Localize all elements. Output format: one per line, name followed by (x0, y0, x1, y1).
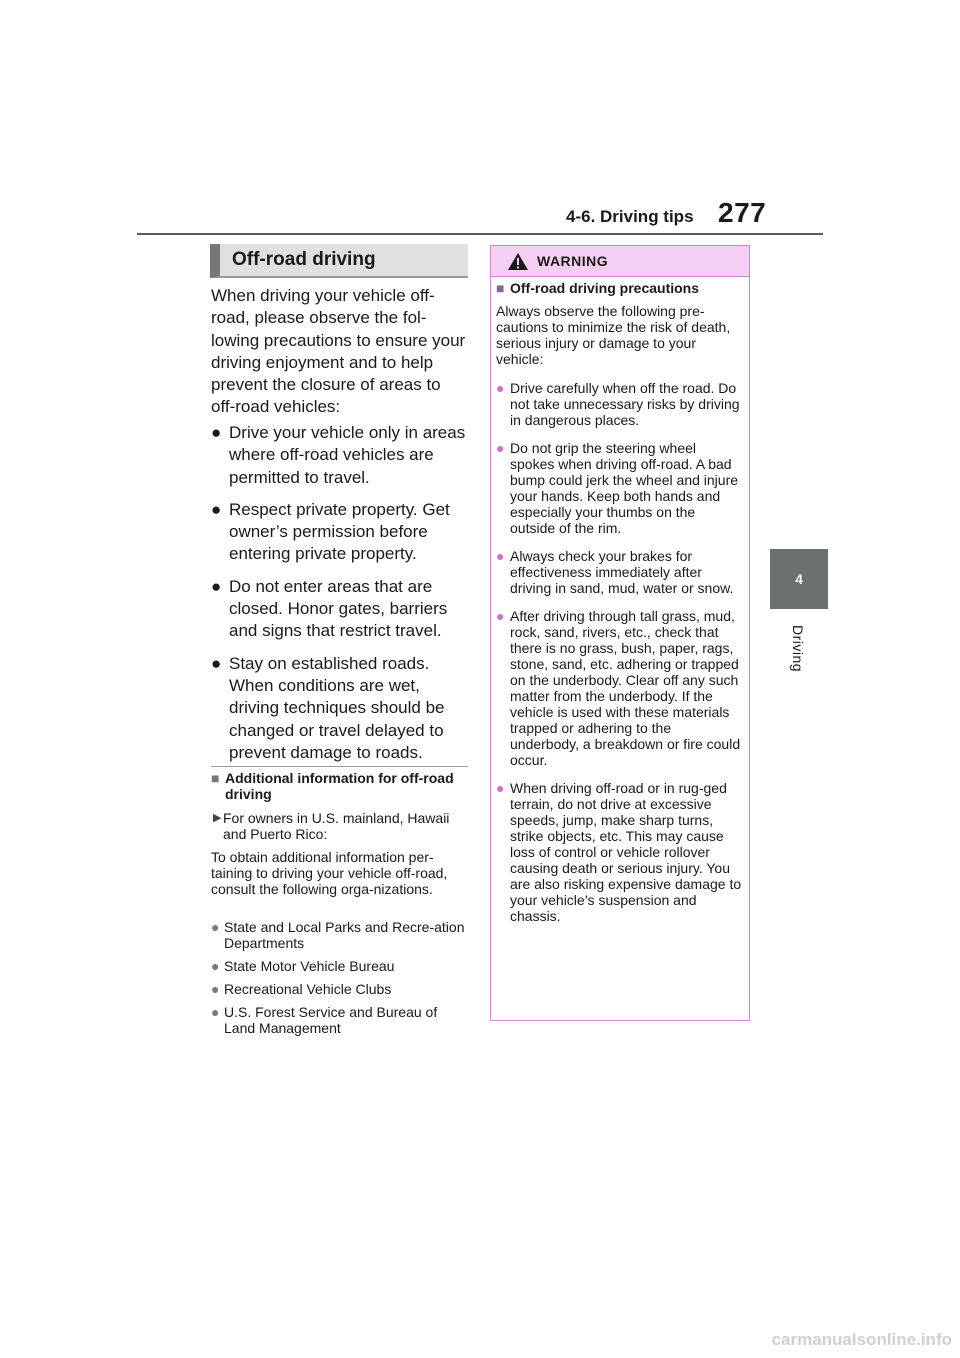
bullet-icon: ● (211, 919, 220, 935)
list-item (496, 780, 744, 924)
additional-heading-text: Additional information for off-road driving (225, 770, 454, 802)
bullet-icon: ● (211, 499, 222, 519)
list-item (211, 499, 469, 566)
org-text: State Motor Vehicle Bureau (224, 958, 395, 974)
list-item (496, 548, 744, 596)
bullet-text: Stay on established roads. When conditions are wet, driving techniques should be changed or travel delayed to prevent damage to roads. (229, 653, 445, 762)
bullet-icon: ● (211, 576, 222, 596)
square-icon: ■ (496, 280, 505, 296)
warning-item-text: When driving off-road or in rug-ged terrain, do not drive at excessive speeds, jump, make sharp turns, strike objects, etc. This may cause loss of control or vehicle rollover causing death or serious injury. You are also risking expensive damage to your vehicle’s suspension and chassis. (510, 780, 742, 924)
bullet-icon: ● (211, 981, 220, 997)
additional-subheading-text: For owners in U.S. mainland, Hawaii and Puerto Rico: (223, 810, 450, 842)
chapter-tab: 4 (770, 549, 828, 609)
bullet-icon: ● (211, 423, 222, 442)
offroad-bullet-list (211, 422, 469, 774)
bullet-icon: ● (496, 440, 505, 456)
warning-subheading (496, 280, 746, 296)
triangle-right-icon: ▶ (213, 812, 222, 824)
additional-heading (211, 770, 469, 802)
warning-item-text: After driving through tall grass, mud, rock, sand, rivers, etc., check that there is no grass, bush, paper, rags, stone, sand, etc. adhering or trapped on the underbody. Clear off any such matter from the underbody. If the vehicle is used with these materials trapped or adhering to the underbody, a breakdown or fire could occur. (510, 608, 741, 768)
warning-label: WARNING (537, 253, 609, 269)
bullet-text: Do not enter areas that are closed. Honor gates, barriers and signs that restrict travel. (229, 576, 448, 641)
bullet-icon: ● (211, 653, 222, 673)
bullet-text: Respect private property. Get owner’s permission before entering private property. (229, 499, 450, 564)
list-item (496, 440, 744, 536)
offroad-heading (210, 244, 468, 278)
warning-subheading-text: Off-road driving precautions (510, 280, 700, 296)
list-item (211, 1004, 469, 1036)
watermark: carmanualsonline.info (771, 1330, 952, 1349)
bullet-icon: ● (496, 548, 505, 564)
square-icon: ■ (211, 770, 220, 786)
list-item (211, 576, 469, 643)
list-item (211, 981, 469, 997)
list-item (211, 653, 469, 764)
list-item (211, 958, 469, 974)
bullet-icon: ● (496, 380, 505, 396)
warning-triangle-icon (507, 252, 529, 271)
header-divider (137, 233, 823, 235)
bullet-icon: ● (496, 608, 505, 624)
offroad-intro: When driving your vehicle off-road, please observe the fol-lowing precautions to ensure your driving enjoyment and to help prevent the closure of areas to off-road vehicles: (211, 286, 466, 417)
warning-list (496, 380, 744, 936)
offroad-heading-text: Off-road driving (232, 249, 376, 270)
chapter-label: Driving (790, 625, 806, 673)
list-item (496, 608, 744, 768)
warning-header (491, 246, 749, 277)
page-number: 277 (718, 197, 767, 228)
warning-item-text: Drive carefully when off the road. Do not take unnecessary risks by driving in dangerous places. (510, 380, 740, 428)
organization-list (211, 919, 469, 1043)
warning-item-text: Always check your brakes for effectiveness immediately after driving in sand, mud, water or snow. (510, 548, 734, 596)
additional-body: To obtain additional information per-taining to driving your vehicle off-road, consult the following orga-nizations. (211, 849, 448, 897)
bullet-icon: ● (211, 1004, 220, 1020)
additional-divider (211, 766, 468, 767)
org-text: U.S. Forest Service and Bureau of Land Management (224, 1004, 438, 1036)
additional-subheading (211, 810, 469, 842)
bullet-text: Drive your vehicle only in areas where off-road vehicles are permitted to travel. (229, 423, 466, 487)
section-title: 4-6. Driving tips (566, 207, 694, 226)
list-item (211, 422, 469, 489)
warning-item-text: Do not grip the steering wheel spokes when driving off-road. A bad bump could jerk the wheel and injure your hands. Keep both hands and especially your thumbs on the outside of the rim. (510, 440, 739, 536)
bullet-icon: ● (496, 780, 505, 796)
list-item (496, 380, 744, 428)
org-text: Recreational Vehicle Clubs (224, 981, 392, 997)
org-text: State and Local Parks and Recre-ation Departments (224, 919, 465, 951)
bullet-icon: ● (211, 958, 220, 974)
list-item (211, 919, 469, 951)
warning-intro: Always observe the following pre-cautions to minimize the risk of death, serious injury or damage to your vehicle: (496, 303, 731, 367)
